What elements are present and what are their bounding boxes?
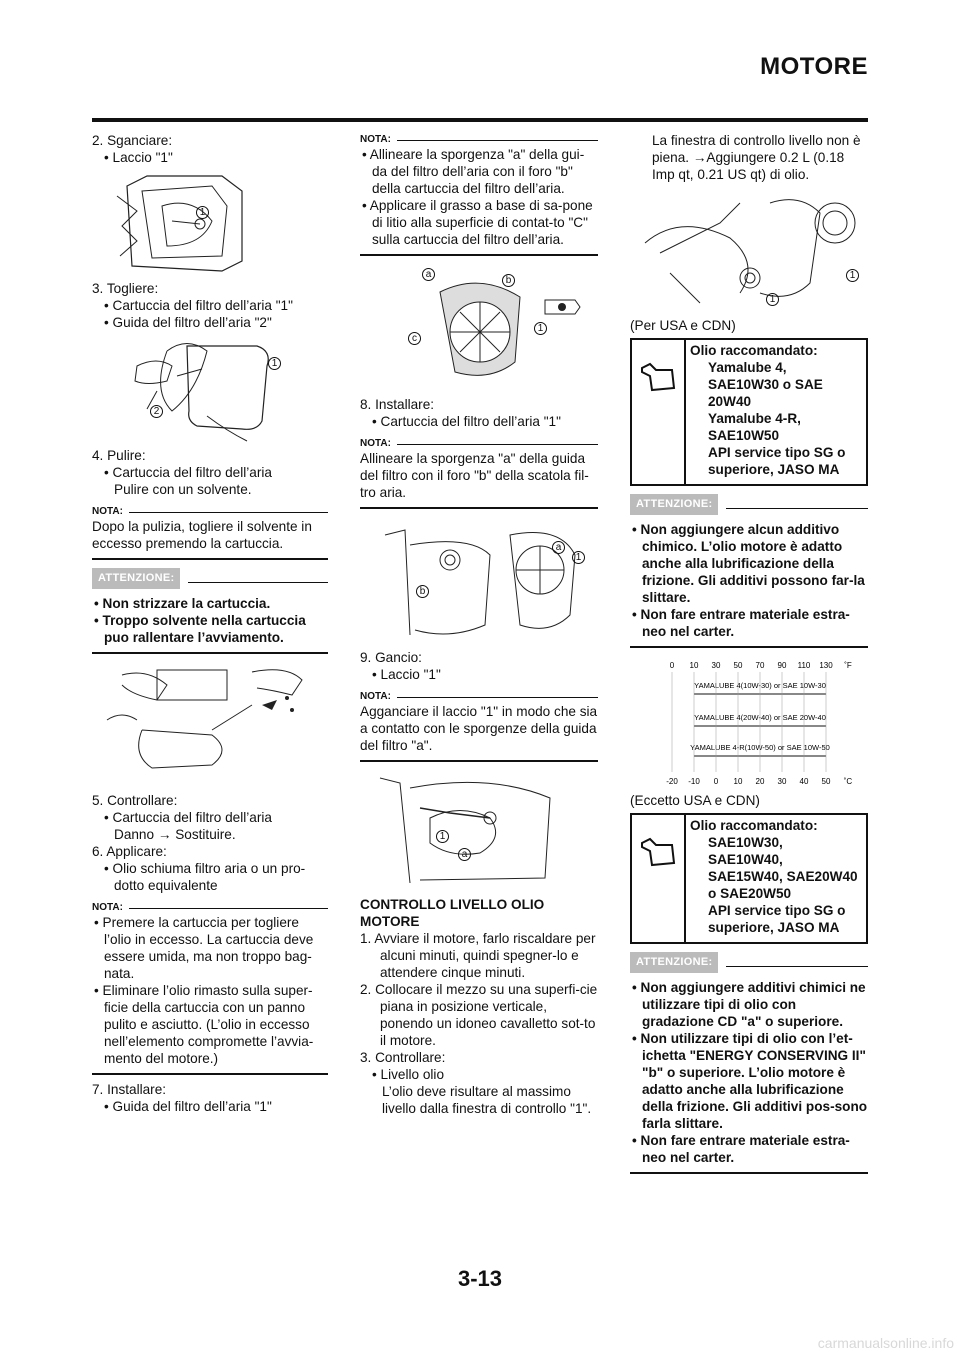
section-title: CONTROLLO LIVELLO OLIO MOTORE (360, 897, 545, 929)
c-tick-label: -10 (688, 777, 700, 786)
nota-heading: NOTA: (360, 132, 598, 146)
oil-level-continued: La finestra di controllo livello non è piena. →Aggiungere 0.2 L (0.18 Imp qt, 0.21 US qt) di olio. (652, 133, 861, 182)
figure-cartridge-install (360, 515, 598, 645)
step-3-item-2: • Guida del filtro dell’aria "2" (104, 315, 272, 330)
step-7-item: • Guida del filtro dell’aria "1" (104, 1099, 272, 1114)
nota-item: • Eliminare l’olio rimasto sulla super-ficie della cartuccia con un panno pulito e asciutto. (L’olio in eccesso nell’elemento compromette l’avvia-mento del motore.) (94, 983, 314, 1066)
f-tick-label: 70 (755, 661, 765, 670)
step-6-item: • Olio schiuma filtro aria o un pro-dotto equivalente (104, 861, 306, 893)
column-2 (360, 132, 598, 1117)
f-tick-label: 0 (669, 661, 675, 670)
f-tick-label: 130 (819, 661, 833, 670)
header-rule (92, 118, 868, 122)
nota-end-rule (360, 507, 598, 509)
c-tick-label: 30 (777, 777, 787, 786)
step-2-item: • Laccio "1" (104, 150, 173, 165)
callout-a: a (422, 268, 435, 281)
figure-oil-window (630, 183, 868, 311)
attention-heading: ATTENZIONE: (630, 952, 868, 973)
f-tick-label: 90 (777, 661, 787, 670)
nota-heading: NOTA: (360, 436, 598, 450)
usa-label: (Per USA e CDN) (630, 318, 736, 333)
attention-item: • Non fare entrare materiale estra-neo nel carter. (632, 607, 850, 639)
step-5-item-detail: Danno → Sostituire. (114, 827, 236, 842)
oil-box-text: Olio raccomandato: SAE10W30, SAE10W40, SAE15W40, SAE20W40 o SAE20W50 API service tipo SG o superiore, JASO MA (690, 818, 858, 935)
except-usa-label: (Eccetto USA e CDN) (630, 793, 760, 808)
nota-text: Agganciare il laccio "1" in modo che sia a contatto con le sporgenze della guida del filtro "a". (360, 704, 598, 753)
oil-step-1: 1. Avviare il motore, farlo riscaldare per alcuni minuti, quindi spegner-lo e attendere cinque minuti. (360, 931, 596, 980)
callout-c: c (408, 332, 421, 345)
nota-heading: NOTA: (360, 689, 598, 703)
c-tick-label: 40 (799, 777, 809, 786)
step-9-title: 9. Gancio: (360, 650, 422, 665)
step-3-title: 3. Togliere: (92, 281, 159, 296)
viscosity-range-label: YAMALUBE 4(20W-40) or SAE 20W-40 (694, 713, 826, 722)
callout-1: 1 (196, 206, 209, 219)
oil-step-2: 2. Collocare il mezzo su una superfi-cie piana in posizione verticale, ponendo un idoneo cavalletto sot-to il motore. (360, 982, 598, 1048)
nota-heading: NOTA: (92, 504, 328, 518)
attention-block (92, 595, 328, 646)
nota-end-rule (92, 1073, 328, 1075)
c-tick-label: 50 (821, 777, 831, 786)
attention-item: • Non aggiungere additivi chimici ne utilizzare tipi di olio con gradazione CD "a" o superiore. (632, 980, 866, 1029)
oil-box-usa (630, 338, 868, 486)
figure-air-box (92, 166, 328, 276)
oil-step-3-title: 3. Controllare: (360, 1050, 446, 1065)
oil-can-icon (632, 815, 686, 942)
viscosity-range-label: YAMALUBE 4(10W-30) or SAE 10W-30 (694, 681, 826, 690)
attention-item: • Non strizzare la cartuccia. (94, 596, 271, 611)
attention-heading: ATTENZIONE: (92, 568, 328, 589)
oil-can-icon (632, 340, 686, 484)
attention-item: • Non aggiungere alcun additivo chimico. L’olio motore è adatto anche alla lubrificazione della frizione. Gli additivi possono far-la slittare. (632, 522, 865, 605)
callout-1: 1 (572, 551, 585, 564)
callout-a: a (458, 848, 471, 861)
page-title: MOTORE (760, 53, 868, 80)
callout-b: b (416, 585, 429, 598)
callout-1: 1 (436, 830, 449, 843)
figure-cartridge-removal (92, 331, 328, 443)
step-8-item: • Cartuccia del filtro dell’aria "1" (372, 414, 561, 429)
step-4-item: • Cartuccia del filtro dell’aria (104, 465, 272, 480)
step-5-title: 5. Controllare: (92, 793, 178, 808)
nota-item: • Premere la cartuccia per togliere l’olio in eccesso. La cartuccia deve essere umida, ma non troppo bag-nata. (94, 915, 314, 981)
oil-step-3-detail: L’olio deve risultare al massimo livello dalla finestra di controllo "1". (382, 1084, 592, 1116)
step-7-title: 7. Installare: (92, 1082, 167, 1097)
callout-1: 1 (846, 269, 859, 282)
attention-item: • Troppo solvente nella cartuccia puo rallentare l’avviamento. (94, 613, 306, 645)
attention-item: • Non fare entrare materiale estra-neo nel carter. (632, 1133, 850, 1165)
column-3 (630, 132, 868, 1180)
viscosity-range-label: YAMALUBE 4-R(10W-50) or SAE 10W-50 (690, 743, 830, 752)
figure-cleaning (92, 660, 328, 788)
attention-block (630, 521, 868, 640)
temperature-viscosity-chart (630, 658, 868, 788)
nota-item: • Allineare la sporgenza "a" della gui-da del filtro dell’aria con il foro "b" della cartuccia del filtro dell’aria. (362, 147, 585, 196)
c-tick-label: 20 (755, 777, 765, 786)
f-tick-label: 10 (689, 661, 699, 670)
step-4-title: 4. Pulire: (92, 448, 146, 463)
step-8-title: 8. Installare: (360, 397, 435, 412)
c-tick-label: ˚C (843, 777, 853, 786)
attention-item: • Non utilizzare tipi di olio con l’et-ichetta "ENERGY CONSERVING II" "b" o superiore. L’olio motore è adatto anche alla lubrificazione della frizione. Gli additivi pos-sono farla slittare. (632, 1031, 868, 1131)
oil-box-except-usa (630, 813, 868, 944)
attention-end-rule (630, 646, 868, 648)
c-tick-label: -20 (666, 777, 678, 786)
nota-end-rule (92, 558, 328, 560)
nota-heading: NOTA: (92, 900, 328, 914)
page-number: 3-13 (457, 1266, 503, 1291)
callout-1: 1 (534, 322, 547, 335)
attention-block (630, 979, 868, 1166)
attention-heading: ATTENZIONE: (630, 494, 868, 515)
watermark: carmanualsonline.info (817, 1335, 954, 1351)
oil-box-text: Olio raccomandato: Yamalube 4, SAE10W30 o SAE 20W40 Yamalube 4-R, SAE10W50 API service tipo SG o superiore, JASO MA (690, 343, 846, 477)
callout-1: 1 (766, 293, 779, 306)
step-6-title: 6. Applicare: (92, 844, 167, 859)
nota-text: Dopo la pulizia, togliere il solvente in eccesso premendo la cartuccia. (92, 519, 312, 551)
f-tick-label: 30 (711, 661, 721, 670)
f-tick-label: ˚F (844, 661, 852, 670)
figure-cartridge-grease (360, 262, 598, 392)
callout-b: b (502, 274, 515, 287)
f-tick-label: 50 (733, 661, 743, 670)
callout-2: 2 (150, 405, 163, 418)
f-tick-label: 110 (797, 661, 811, 670)
step-2-title: 2. Sganciare: (92, 133, 173, 148)
callout-1: 1 (268, 357, 281, 370)
attention-end-rule (92, 652, 328, 654)
oil-step-3-item: • Livello olio (372, 1067, 445, 1082)
step-3-item-1: • Cartuccia del filtro dell’aria "1" (104, 298, 293, 313)
nota-end-rule (360, 760, 598, 762)
step-9-item: • Laccio "1" (372, 667, 441, 682)
callout-a: a (552, 541, 565, 554)
step-5-item: • Cartuccia del filtro dell’aria (104, 810, 272, 825)
nota-item: • Applicare il grasso a base di sa-pone di litio alla superficie di contat-to "C" sulla cartuccia del filtro dell’aria. (362, 198, 593, 247)
c-tick-label: 10 (733, 777, 743, 786)
c-tick-label: 0 (713, 777, 719, 786)
column-1 (92, 128, 328, 1115)
figure-strap (360, 768, 598, 888)
nota-end-rule (360, 254, 598, 256)
attention-end-rule (630, 1172, 868, 1174)
step-4-item-detail: Pulire con un solvente. (114, 482, 252, 497)
nota-text: Allineare la sporgenza "a" della guida del filtro con il foro "b" della scatola fil-tro aria. (360, 451, 589, 500)
